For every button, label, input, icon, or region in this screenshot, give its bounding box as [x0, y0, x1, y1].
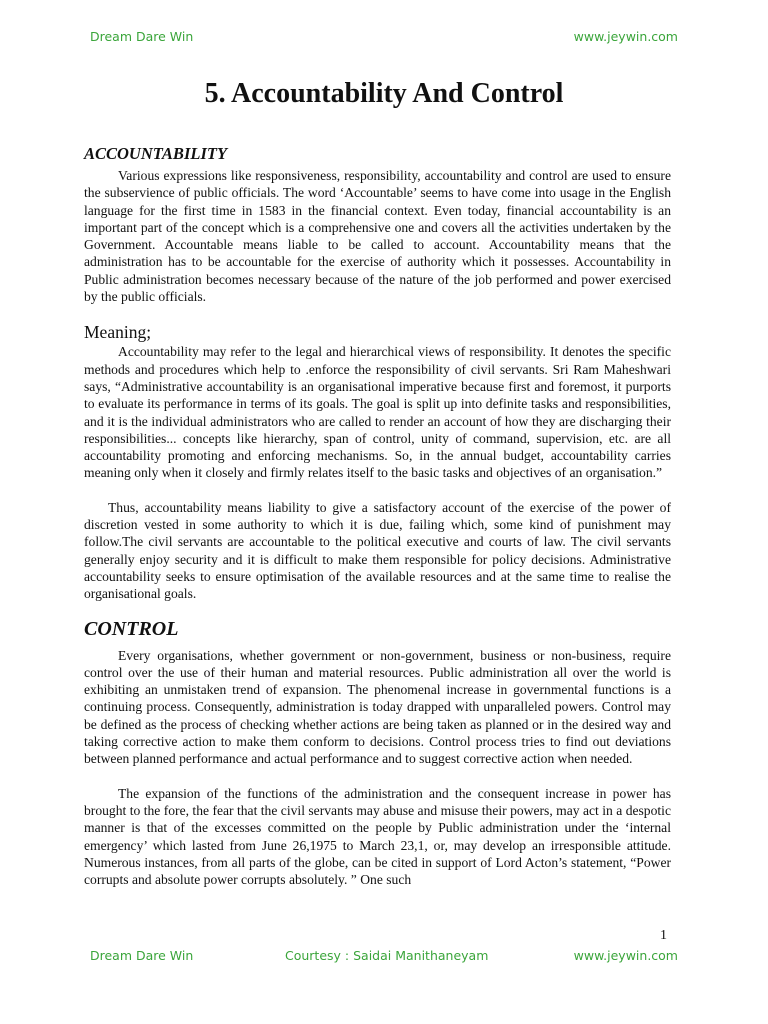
footer-website: www.jeywin.com	[573, 948, 678, 963]
meaning-heading: Meaning;	[84, 322, 152, 343]
accountability-paragraph: Various expressions like responsiveness, responsibility, accountability and control are used to ensure the subservience of public officials. The word ‘Accountable’ seems to have come into usage in the English language for the first time in 1583 in the financial context. Even today, financial accountability is an important part of the concept which is a comprehensive one and covers all the activities undertaken by the Government. Accountable means liable to be called to account. Accountability means that the administration has to be accountable for the exercise of authority which it possesses. Accountability in Public administration becomes necessary because of the nature of the job performed and power exercised by the public officials.	[84, 168, 671, 305]
page-footer	[90, 948, 678, 963]
meaning-paragraph-2: Thus, accountability means liability to give a satisfactory account of the exercise of the power of discretion vested in some authority to which it is due, failing which, some kind of punishment may follow.The civil servants are accountable to the political executive and courts of law. The civil servants generally enjoy security and it is difficult to make them responsible for policy decisions. Administrative accountability seeks to ensure optimisation of the available resources and at the same time to realise the organisational goals.	[84, 499, 671, 602]
footer-courtesy: Courtesy : Saidai Manithaneyam	[285, 948, 489, 963]
control-paragraph-2: The expansion of the functions of the administration and the consequent increase in power has brought to the fore, the fear that the civil servants may abuse and misuse their powers, may act in a despotic manner is that of the excesses committed on the people by Public administration under the ‘internal emergency’ which lasted from June 26,1975 to March 23,1, or, may develop an irresponsible attitude. Numerous instances, from all parts of the globe, can be cited in support of Lord Acton’s statement, “Power corrupts and absolute power corrupts absolutely. ” One such	[84, 785, 671, 888]
page-header	[90, 29, 678, 44]
page-title: 5. Accountability And Control	[204, 78, 564, 109]
header-brand: Dream Dare Win	[90, 29, 194, 44]
header-website: www.jeywin.com	[573, 29, 678, 44]
document-body	[84, 144, 671, 888]
page-number: 1	[660, 928, 667, 943]
accountability-heading: ACCOUNTABILITY	[84, 144, 228, 163]
meaning-paragraph-1: Accountability may refer to the legal and hierarchical views of responsibility. It denotes the specific methods and procedures which help to .enforce the responsibility of civil servants. Sri Ram Maheshwari says, “Administrative accountability is an organisational imperative because first and foremost, it purports to evaluate its performance in terms of its goals. The goal is split up into definite tasks and responsibilities, and it is the individual administrators who are called to render an account of how they are discharging their responsibilities... concepts like hierarchy, span of control, unity of command, supervision, etc. are all accountability promoting and enforcing mechanisms. So, in the annual budget, accountability carries meaning only when it closely and firmly relates itself to the basic tasks and objectives of an organisation.”	[84, 344, 671, 481]
control-paragraph-1: Every organisations, whether government or non-government, business or non-business, require control over the use of their human and material resources. Public administration all over the world is exhibiting an unmistaken trend of expansion. The phenomenal increase in governmental functions is a continuing process. Consequently, administration is today drapped with unparalleled powers. Control may be defined as the process of checking whether actions are being taken as planned or in the desired way and taking corrective action to make them conform to decisions. Control process tries to find out deviations between planned performance and actual performance and to suggest corrective action when needed.	[84, 647, 671, 767]
footer-brand: Dream Dare Win	[90, 948, 194, 963]
control-heading: CONTROL	[84, 617, 179, 640]
